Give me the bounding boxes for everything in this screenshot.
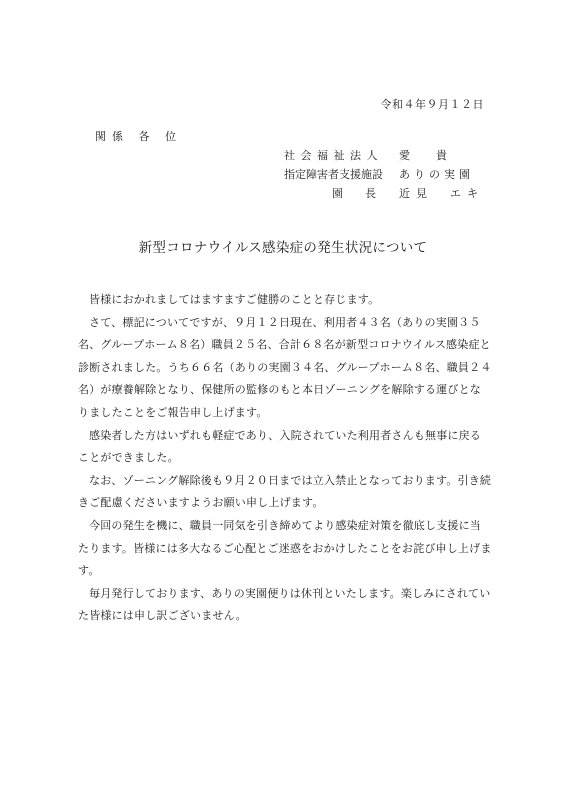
sender-facility-name: ありの実園 [399,168,474,181]
sender-org-name: 愛貴 [399,149,473,162]
body-paragraph: なお、ゾーニング解除後も９月２０日までは立入禁止となっております。引き続きご配慮くださいますようお願い申し上げます。 [78,473,492,510]
body-paragraph: 皆様におかれましてはますますご健勝のことと存じます。 [89,293,380,306]
addressee: 関係 各 位 [95,130,182,143]
document-body [78,289,492,628]
body-paragraph: 今回の発生を機に、職員一同気を引き締めてより感染症対策を徹底し支援に当たります。皆様には多大なるご心配とご迷惑をおかけしたことをお詫び申し上げます。 [78,518,492,578]
document-title: 新型コロナウイルス感染症の発生状況について [138,240,428,256]
document-date: 令和４年９月１２日 [380,98,484,111]
sender-block [284,146,484,203]
sender-facility-type: 指定障害者支援施設 [284,168,383,181]
sender-organization [284,146,484,165]
body-paragraph: 毎月発行しております、ありの実園便りは休刊といたします。楽しみにされていた皆様には申し訳ございません。 [78,586,491,623]
sender-org-type: 社会福祉法人 [284,149,383,162]
body-paragraph: 感染者した方はいずれも軽症であり、入院されていた利用者さんも無事に戻ることができました。 [78,428,481,465]
body-paragraph: さて、標記についてですが、９月１２日現在、利用者４３名（ありの実園３５名、グループホーム８名）職員２５名、合計６８名が新型コロナウイルス感染症と診断されました。うち６６名（ありの実園３４名、グループホーム８名、職員２４名）が療養解除となり、保健所の監修のもと本日ゾーニングを解除する運びとなりましたことをご報告申し上げます。 [78,315,492,419]
sender-director [284,184,484,203]
sender-facility [284,165,484,184]
sender-director-name: 近見 エキ [399,187,484,200]
sender-director-title: 園長 [332,187,398,200]
